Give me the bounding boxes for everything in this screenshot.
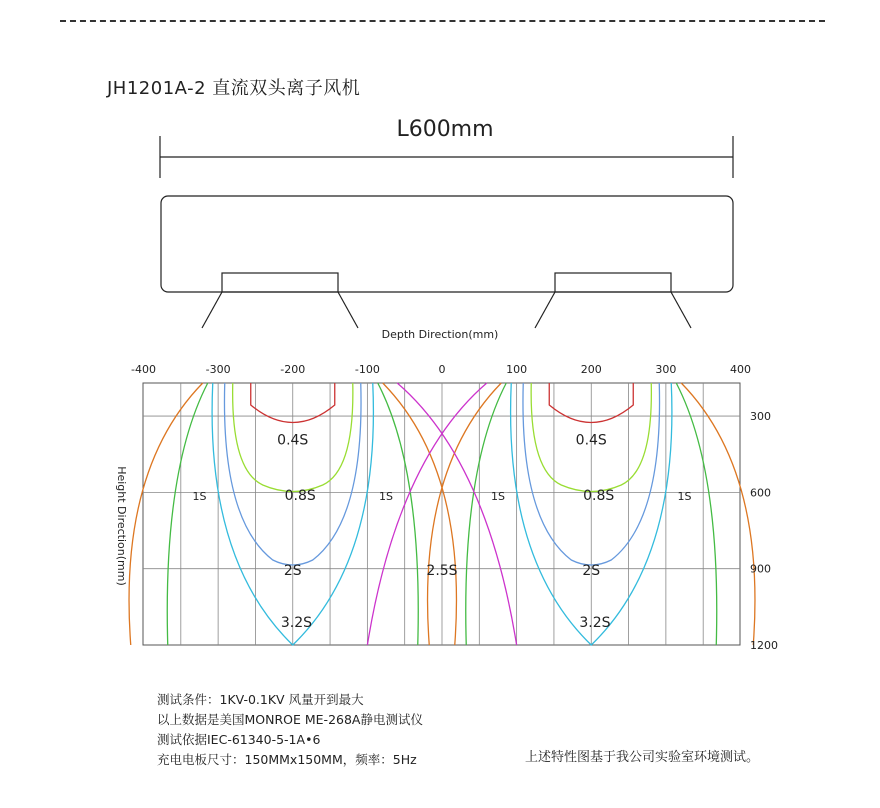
zone-label: 2S: [283, 562, 302, 579]
length-label: L600mm: [396, 117, 494, 142]
x-tick-labels: [131, 363, 751, 376]
zone-label: 0.8S: [284, 487, 316, 504]
x-tick-label: -400: [131, 363, 156, 376]
page-title: JH1201A-2 直流双头离子风机: [107, 78, 361, 99]
zone-label: 0.4S: [277, 432, 309, 449]
curve-1s-green: [167, 383, 208, 645]
note-line: 测试依据IEC-61340-5-1A•6: [157, 732, 321, 747]
fan-body: [161, 196, 733, 292]
note-line: 以上数据是美国MONROE ME-268A静电测试仪: [157, 712, 423, 727]
footnote: 上述特性图基于我公司实验室环境测试。: [525, 750, 760, 765]
x-tick-label: 200: [580, 363, 602, 376]
x-tick-label: 300: [655, 363, 677, 376]
test-notes: [157, 690, 423, 770]
dimension-line: [160, 136, 733, 178]
right-head: [535, 273, 691, 328]
x-tick-label: -100: [354, 363, 380, 376]
x-tick-label: -300: [205, 363, 231, 376]
curve-1s-green: [466, 383, 507, 645]
height-axis-label: Height Direction(mm): [115, 466, 128, 586]
zone-label: 2.5S: [426, 562, 458, 579]
y-tick-label: 300: [750, 410, 771, 424]
y-tick-label: 900: [750, 562, 771, 576]
zone-label: 1S: [490, 489, 505, 503]
zone-label: 1S: [379, 489, 394, 503]
x-tick-label: 400: [730, 363, 751, 376]
zone-label: 3.2S: [579, 615, 611, 632]
y-tick-label: 600: [750, 486, 771, 500]
note-line: 充电电板尺寸：150MMx150MM，频率：5Hz: [157, 752, 417, 767]
curve-1s-green: [378, 383, 419, 645]
zone-label: 1S: [192, 489, 207, 503]
zone-label: 0.4S: [575, 432, 607, 449]
note-line: 测试条件：1KV-0.1KV 风量开到最大: [157, 692, 364, 707]
x-tick-label: 0: [438, 363, 446, 376]
x-tick-label: 100: [506, 363, 528, 376]
curve-1s-green: [676, 383, 717, 645]
zone-label: 0.8S: [583, 487, 615, 504]
zone-label: 3.2S: [280, 615, 313, 632]
left-head: [202, 273, 358, 328]
zone-label: 1S: [677, 489, 692, 503]
zone-label: 2S: [582, 562, 601, 579]
depth-axis-label: Depth Direction(mm): [381, 328, 499, 341]
x-tick-label: -200: [280, 363, 306, 376]
y-tick-label: 1200: [750, 639, 778, 652]
